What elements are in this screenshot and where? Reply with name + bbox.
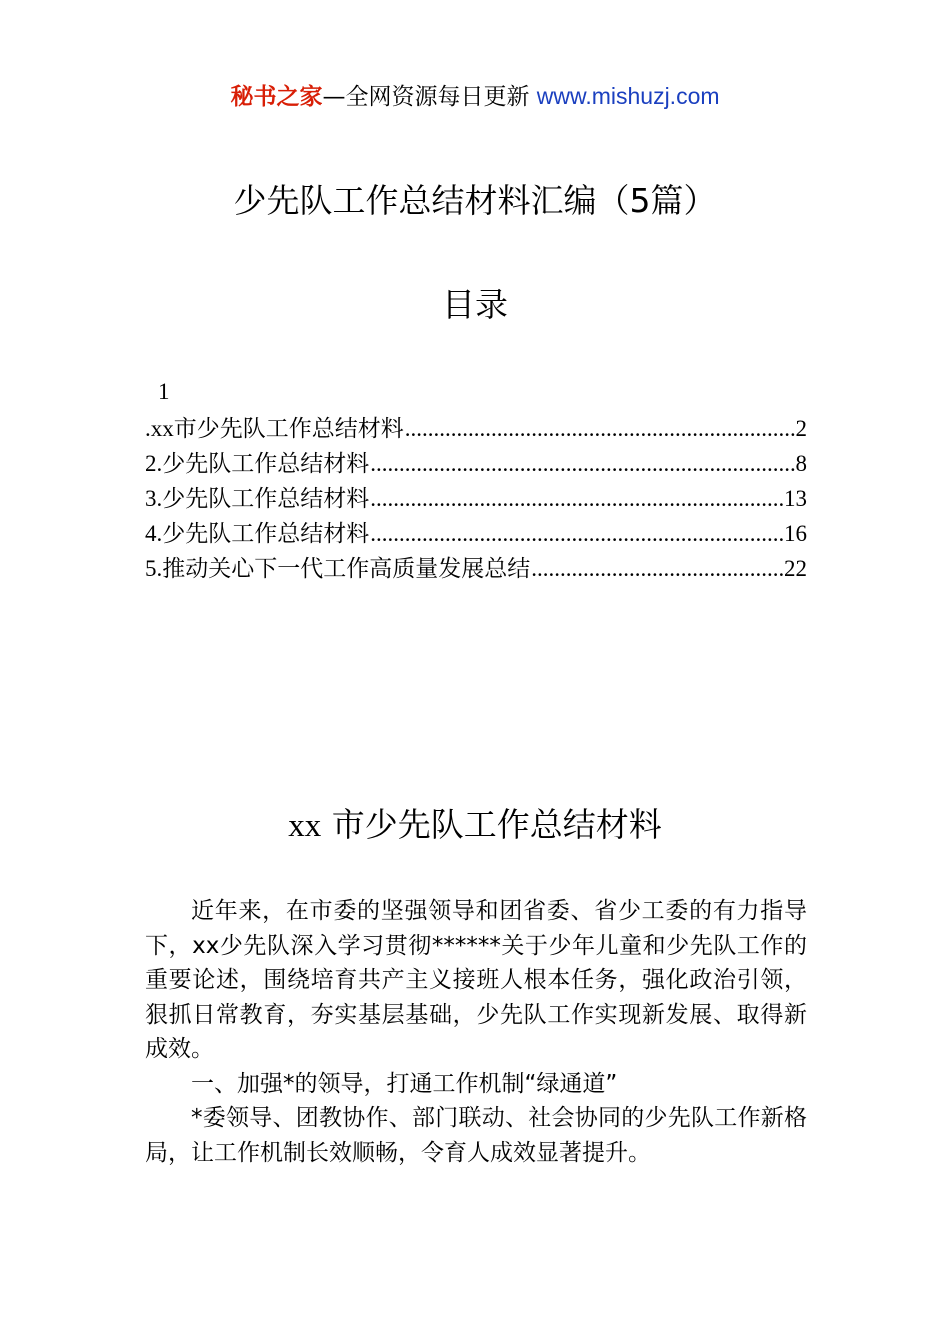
toc-entry-1[interactable] (145, 411, 807, 446)
body-subheading: 一、加强*的领导，打通工作机制“绿通道” (191, 1070, 618, 1097)
toc-entry-title: 少先队工作总结材料 (162, 451, 370, 477)
toc-entry-page: 22 (784, 556, 807, 581)
section-body (145, 894, 807, 1170)
toc-dot-leader (370, 446, 794, 482)
toc-entry-title: 少先队工作总结材料 (162, 521, 370, 547)
body-paragraph: *委领导、团教协作、部门联动、社会协同的少先队工作新格局，让工作机制长效顺畅，令育人成效显著提升。 (145, 1105, 807, 1166)
toc-entry-page: 2 (795, 416, 807, 441)
toc-entry-page: 16 (784, 521, 807, 546)
toc-lead-number: 1 (158, 379, 170, 404)
body-paragraph-intro: 近年来，在市委的坚强领导和团省委、省少工委的有力指导下，xx少先队深入学习贯彻******关于少年儿童和少先队工作的重要论述，围绕培育共产主义接班人根本任务，强化政治引领，狠抓日常教育，夯实基层基础，少先队工作实现新发展、取得新成效。 (145, 898, 807, 1062)
toc-entry-5[interactable] (145, 551, 807, 586)
toc-entry-number: 5. (145, 556, 163, 581)
section-title-text: 市少先队工作总结材料 (331, 805, 662, 844)
site-banner (0, 80, 950, 113)
table-of-contents (145, 411, 807, 586)
section-title-prefix: xx (288, 808, 322, 844)
toc-entry-title: 少先队工作总结材料 (162, 486, 370, 512)
toc-entry-number: 2. (145, 451, 163, 476)
toc-dot-leader (531, 551, 783, 587)
toc-entry-page: 8 (795, 451, 807, 476)
toc-entry-number: .xx (145, 416, 174, 441)
toc-dot-leader (405, 411, 795, 447)
toc-dot-leader (370, 516, 783, 552)
banner-url-link[interactable]: www.mishuzj.com (536, 83, 720, 109)
section-title (0, 802, 950, 849)
toc-entry-title: 市少先队工作总结材料 (173, 416, 404, 442)
toc-entry-3[interactable] (145, 481, 807, 516)
toc-heading: 目录 (442, 285, 508, 324)
toc-entry-number: 3. (145, 486, 163, 511)
toc-entry-2[interactable] (145, 446, 807, 481)
toc-entry-4[interactable] (145, 516, 807, 551)
toc-entry-title: 推动关心下一代工作高质量发展总结 (162, 556, 531, 582)
toc-entry-number: 4. (145, 521, 163, 546)
banner-brand: 秘书之家 (230, 84, 323, 110)
toc-dot-leader (370, 481, 783, 517)
document-title: 少先队工作总结材料汇编（5篇） (233, 181, 717, 220)
toc-entry-page: 13 (784, 486, 807, 511)
banner-tagline: —全网资源每日更新 (322, 84, 530, 110)
